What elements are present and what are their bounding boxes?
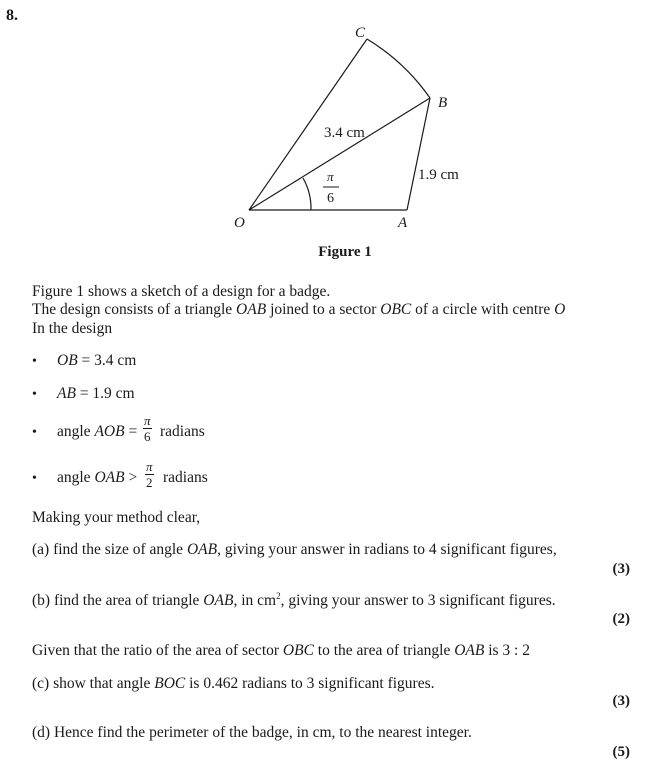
intro-line-2: The design consists of a triangle OAB joined to a sector OBC of a circle with centre O — [32, 301, 566, 318]
bullet-dot-4: • — [32, 471, 37, 486]
angle-numerator: π — [327, 169, 334, 184]
part-a: (a) find the size of angle OAB, giving your answer in radians to 4 significant figures, — [32, 541, 557, 558]
bullet-angle-OAB: angle OAB > — [57, 469, 138, 486]
label-AB-length: 1.9 cm — [418, 167, 459, 183]
label-A: A — [398, 215, 408, 231]
angle-arc-AOB — [303, 178, 311, 210]
bullet-OB: OB = 3.4 cm — [57, 352, 137, 369]
bullet-dot-1: • — [32, 354, 37, 369]
bullet-3-unit: radians — [160, 423, 205, 440]
bullet-4-unit: radians — [163, 469, 208, 486]
method-line: Making your method clear, — [32, 509, 201, 526]
label-OB-length: 3.4 cm — [324, 125, 365, 141]
figure-1-diagram — [0, 0, 648, 270]
fraction-pi-over-2: $\frac{\pi}{2}$ — [146, 459, 153, 490]
given-ratio-line: Given that the ratio of the area of sector OBC to the area of triangle OAB is 3 : 2 — [32, 642, 530, 659]
bullet-AB: AB = 1.9 cm — [57, 385, 135, 402]
marks-b: (2) — [612, 611, 630, 627]
marks-d: (5) — [612, 744, 630, 760]
marks-a: (3) — [612, 561, 630, 577]
label-C: C — [355, 25, 366, 41]
radius-OB — [249, 98, 430, 210]
arc-BC — [367, 39, 430, 98]
side-AB — [407, 98, 430, 210]
part-c: (c) show that angle BOC is 0.462 radians to 3 significant figures. — [32, 675, 435, 692]
part-b: (b) find the area of triangle OAB, in $cm^2$, giving your answer to 3 significant figures. — [32, 591, 556, 610]
intro-line-3: In the design — [32, 320, 113, 337]
label-B: B — [438, 95, 448, 111]
marks-c: (3) — [612, 693, 630, 709]
figure-caption: Figure 1 — [318, 244, 372, 260]
question-number: 8. — [6, 7, 18, 24]
label-O: O — [234, 215, 245, 231]
fraction-pi-over-6: $\frac{\pi}{6}$ — [144, 413, 151, 444]
part-d: (d) Hence find the perimeter of the badge, in cm, to the nearest integer. — [32, 724, 472, 741]
bullet-dot-2: • — [32, 387, 37, 402]
angle-denominator: 6 — [327, 191, 334, 206]
intro-line-1: Figure 1 shows a sketch of a design for a badge. — [32, 283, 331, 300]
bullet-dot-3: • — [32, 425, 37, 440]
bullet-angle-AOB: angle AOB = — [57, 423, 138, 440]
